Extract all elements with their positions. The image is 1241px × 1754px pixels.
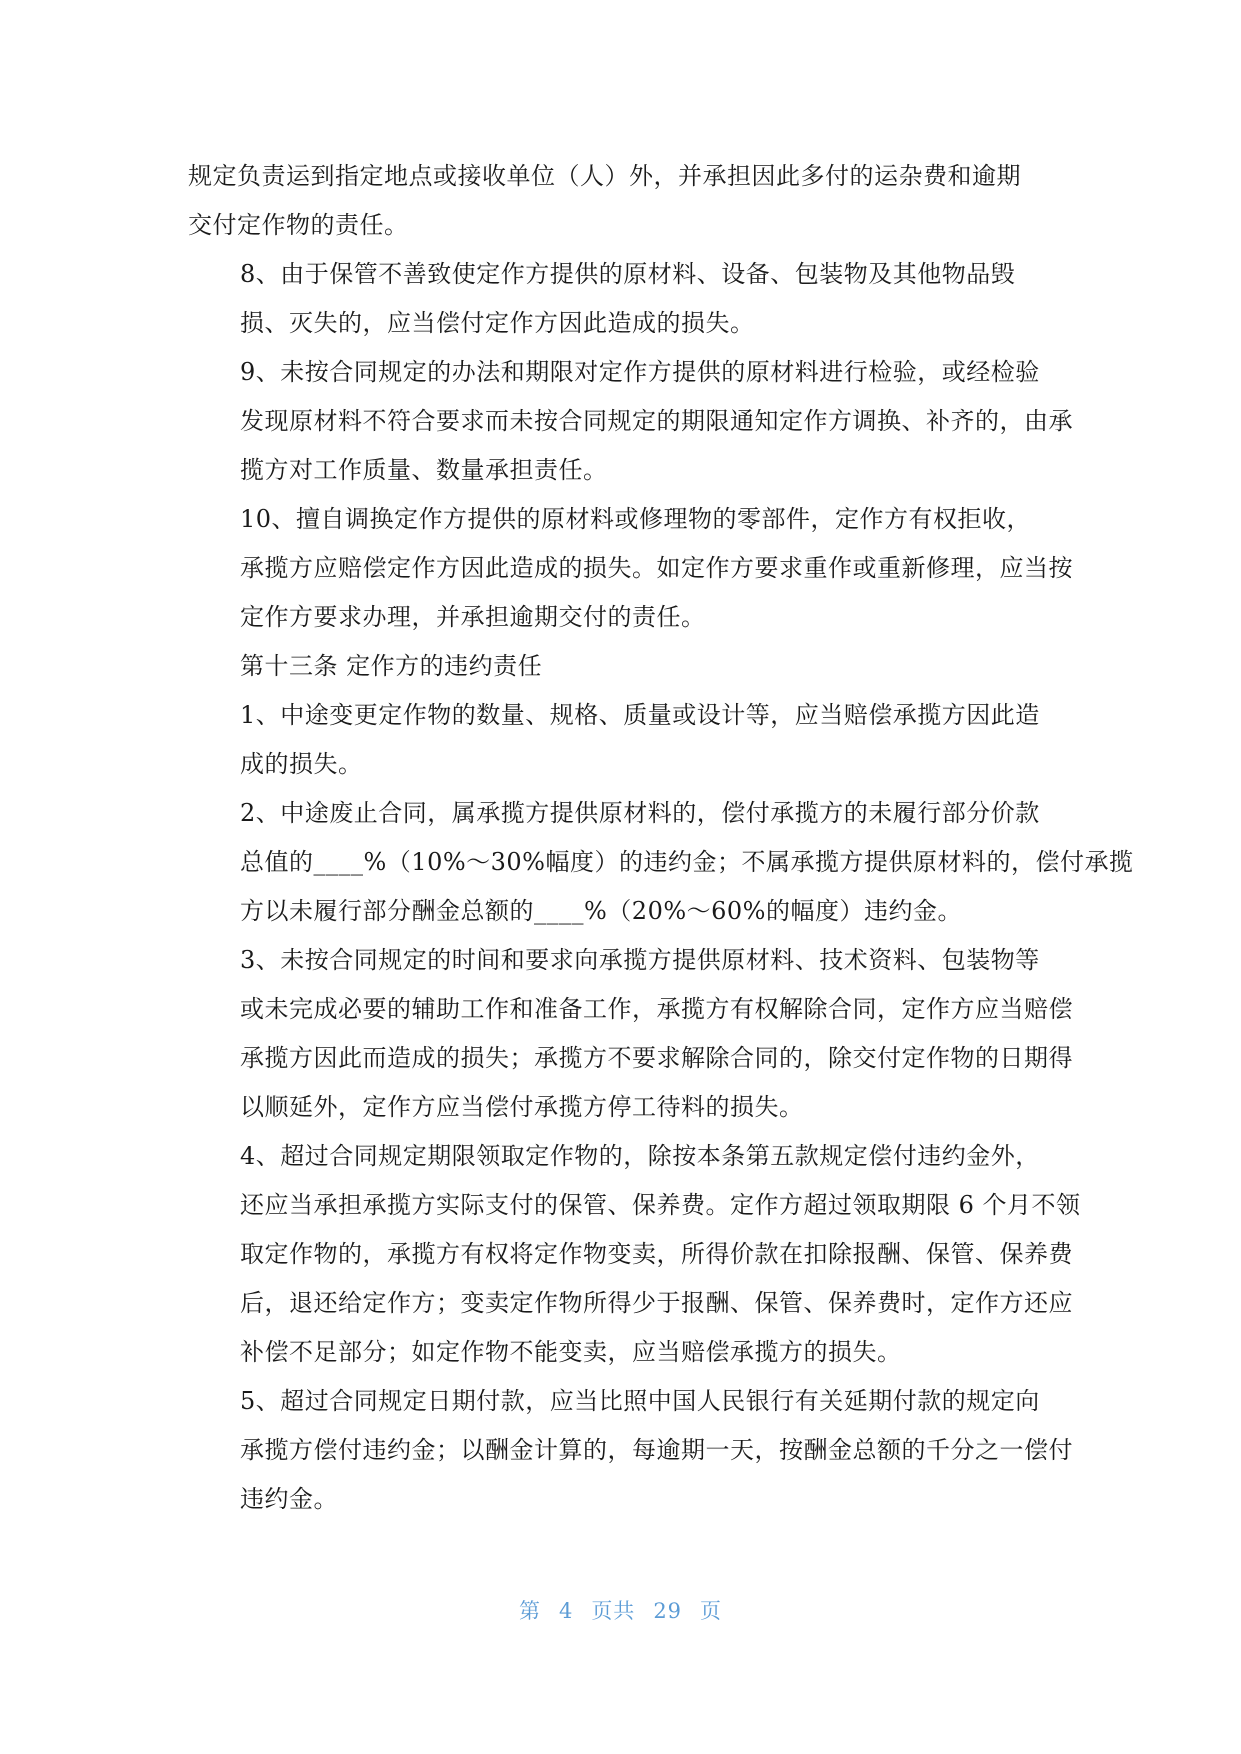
paragraph-line: 揽方对工作质量、数量承担责任。: [240, 456, 608, 484]
paragraph: [188, 936, 1073, 1132]
paragraph: [188, 789, 1134, 936]
footer-suffix: 页: [700, 1599, 723, 1623]
document-body: [188, 152, 1134, 1524]
page-footer: [0, 1595, 1241, 1625]
paragraph-line: 损、灭失的，应当偿付定作方因此造成的损失。: [240, 309, 755, 337]
paragraph-line: 3、未按合同规定的时间和要求向承揽方提供原材料、技术资料、包装物等: [240, 946, 1040, 974]
paragraph-line: 后，退还给定作方；变卖定作物所得少于报酬、保管、保养费时，定作方还应: [240, 1289, 1073, 1317]
paragraph-line: 总值的____%（10%～30%幅度）的违约金；不属承揽方提供原材料的，偿付承揽: [240, 848, 1134, 876]
paragraph: [188, 152, 1050, 250]
paragraph-line: 4、超过合同规定期限领取定作物的，除按本条第五款规定偿付违约金外，: [240, 1142, 1040, 1170]
paragraph: [188, 642, 1050, 691]
paragraph-line: 方以未履行部分酬金总额的____%（20%～60%的幅度）违约金。: [240, 897, 962, 925]
paragraph-line: 补偿不足部分；如定作物不能变卖，应当赔偿承揽方的损失。: [240, 1338, 902, 1366]
paragraph: [188, 495, 1073, 642]
paragraph-line: 规定负责运到指定地点或接收单位（人）外，并承担因此多付的运杂费和逾期: [188, 162, 1021, 190]
footer-middle: 页共: [591, 1599, 636, 1623]
paragraph-line: 取定作物的，承揽方有权将定作物变卖，所得价款在扣除报酬、保管、保养费: [240, 1240, 1073, 1268]
footer-current-page: 4: [558, 1599, 574, 1623]
paragraph-line: 以顺延外，定作方应当偿付承揽方停工待料的损失。: [240, 1093, 804, 1121]
paragraph-line: 承揽方偿付违约金；以酬金计算的，每逾期一天，按酬金总额的千分之一偿付: [240, 1436, 1073, 1464]
paragraph: [188, 691, 1050, 789]
paragraph: [188, 348, 1073, 495]
paragraph-line: 承揽方因此而造成的损失；承揽方不要求解除合同的，除交付定作物的日期得: [240, 1044, 1073, 1072]
footer-total-pages: 29: [653, 1599, 683, 1623]
paragraph-line: 违约金。: [240, 1485, 338, 1513]
paragraph-line: 第十三条 定作方的违约责任: [240, 652, 543, 680]
paragraph-line: 1、中途变更定作物的数量、规格、质量或设计等，应当赔偿承揽方因此造: [240, 701, 1040, 729]
paragraph-line: 交付定作物的责任。: [188, 211, 409, 239]
paragraph-line: 或未完成必要的辅助工作和准备工作，承揽方有权解除合同，定作方应当赔偿: [240, 995, 1073, 1023]
paragraph-line: 发现原材料不符合要求而未按合同规定的期限通知定作方调换、补齐的，由承: [240, 407, 1073, 435]
paragraph: [188, 1132, 1081, 1377]
paragraph: [188, 1377, 1073, 1524]
paragraph-line: 8、由于保管不善致使定作方提供的原材料、设备、包装物及其他物品毁: [240, 260, 1016, 288]
paragraph-line: 9、未按合同规定的办法和期限对定作方提供的原材料进行检验，或经检验: [240, 358, 1040, 386]
paragraph-line: 2、中途废止合同，属承揽方提供原材料的，偿付承揽方的未履行部分价款: [240, 799, 1040, 827]
paragraph-line: 还应当承担承揽方实际支付的保管、保养费。定作方超过领取期限 6 个月不领: [240, 1191, 1081, 1219]
paragraph-line: 10、擅自调换定作方提供的原材料或修理物的零部件，定作方有权拒收，: [240, 505, 1032, 533]
paragraph-line: 成的损失。: [240, 750, 363, 778]
paragraph-line: 承揽方应赔偿定作方因此造成的损失。如定作方要求重作或重新修理，应当按: [240, 554, 1073, 582]
paragraph-line: 5、超过合同规定日期付款，应当比照中国人民银行有关延期付款的规定向: [240, 1387, 1040, 1415]
footer-prefix: 第: [518, 1599, 541, 1623]
paragraph: [188, 250, 1050, 348]
paragraph-line: 定作方要求办理，并承担逾期交付的责任。: [240, 603, 706, 631]
